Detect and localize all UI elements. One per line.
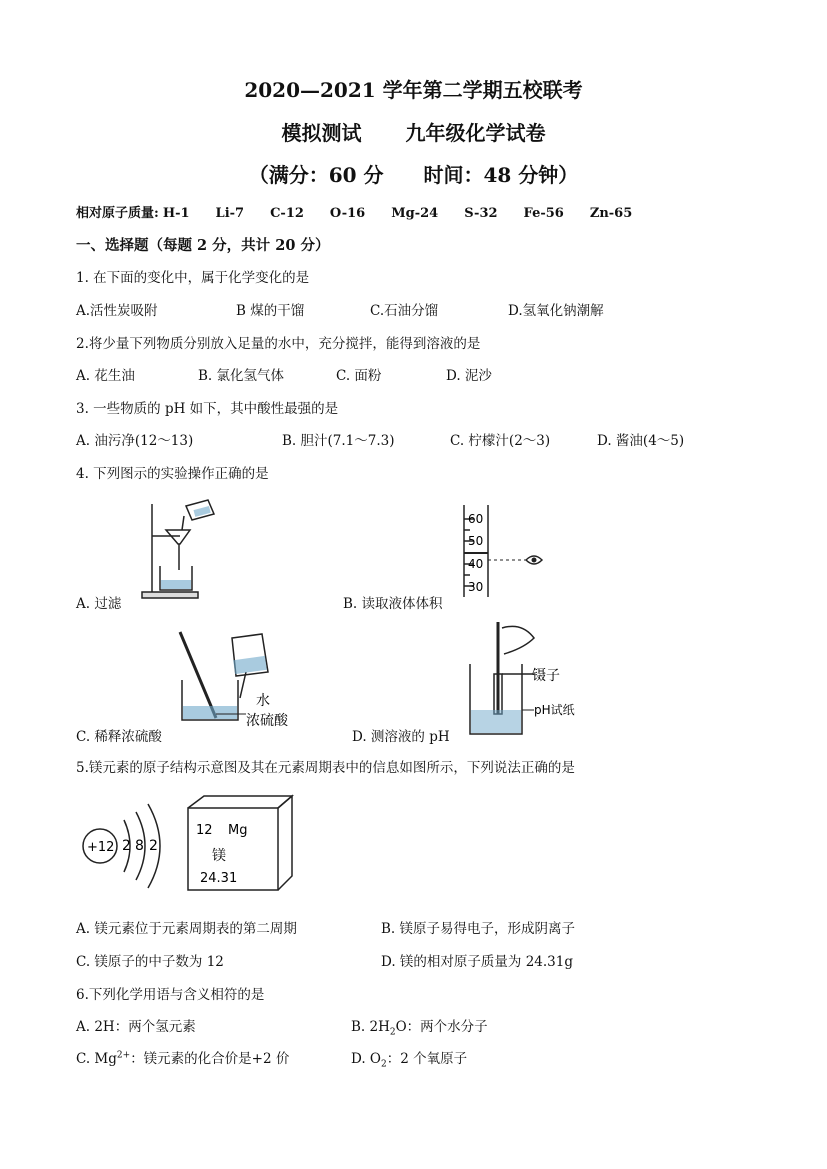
mass-item: C-12 [270,206,304,221]
q6-c-part: ：镁元素的化合价是+2 价 [130,1051,290,1067]
tweezers-label: 镊子 [532,668,560,684]
q2-option-b: B. 氯化氢气体 [198,368,285,384]
section-heading: 一、选择题（每题 2 分，共计 20 分） [76,237,330,254]
q1-option-a: A.活性炭吸附 [76,303,158,319]
magnesium-figure [78,792,358,902]
q3-option-d: D. 酱油(4～5) [597,433,685,449]
ph-test-figure [464,618,584,742]
tick-50: 50 [468,534,484,548]
q5-option-a: A. 镁元素位于元素周期表的第二周期 [76,921,297,937]
q6-option-c [76,1047,289,1067]
q4-option-b: B. 读取液体体积 [343,596,443,612]
q6-stem: 6.下列化学用语与含义相符的是 [76,987,265,1003]
q6-b-part: B. 2H [351,1019,390,1035]
exam-title: 2020—2021 学年第二学期五校联考 [244,78,583,102]
q3-stem: 3. 一些物质的 pH 如下，其中酸性最强的是 [76,401,339,417]
q6-b-part: O：两个水分子 [395,1019,488,1035]
mass-item: Li-7 [215,206,245,221]
shell-2: 8 [135,838,144,854]
mass-item: Zn-65 [589,206,633,221]
element-symbol: Mg [228,823,248,838]
exam-subtitle [0,117,827,146]
q3-option-c: C. 柠檬汁(2～3) [450,433,551,449]
q2-option-d: D. 泥沙 [446,368,492,384]
shell-1: 2 [122,838,131,854]
element-mass: 24.31 [200,871,238,886]
atomic-masses-label: 相对原子质量: [76,206,159,221]
q5-stem: 5.镁元素的原子结构示意图及其在元素周期表中的信息如图所示，下列说法正确的是 [76,760,575,776]
q6-c-superscript: 2+ [116,1050,131,1061]
element-number: 12 [196,823,213,838]
tick-40: 40 [468,557,484,571]
tick-60: 60 [468,512,484,526]
q6-d-part: ：2 个氧原子 [386,1051,468,1067]
q6-c-part: C. Mg [76,1051,117,1067]
q2-option-c: C. 面粉 [336,368,382,384]
q4-option-a: A. 过滤 [76,596,122,612]
q2-option-a: A. 花生油 [76,368,135,384]
exam-info: （满分：60 分 时间：48 分钟） [248,163,579,187]
q6-d-part: D. O [351,1051,381,1067]
q1-stem: 1. 在下面的变化中，属于化学变化的是 [76,270,310,286]
mass-item: H-1 [162,206,190,221]
q5-option-c: C. 镁原子的中子数为 12 [76,954,224,970]
shell-3: 2 [149,838,158,854]
q3-option-a: A. 油污净(12～13) [76,433,194,449]
acid-label: 浓硫酸 [246,713,288,728]
ph-paper-label: pH试纸 [534,703,575,717]
cylinder-figure [456,503,552,599]
q6-option-b [351,1015,488,1038]
q5-option-b: B. 镁原子易得电子，形成阴离子 [381,921,576,937]
subtitle-part2: 九年级化学试卷 [405,121,546,145]
water-label: 水 [256,693,270,709]
q6-option-d [351,1047,467,1070]
nucleus-charge: +12 [87,840,115,855]
q6-d-subscript: 2 [381,1059,387,1070]
filtration-figure [130,496,230,602]
q6-b-subscript: 2 [389,1027,396,1038]
mass-item: S-32 [464,206,498,221]
q1-option-c: C.石油分馏 [370,303,439,319]
q1-option-b: B 煤的干馏 [236,303,305,319]
q4-option-d: D. 测溶液的 pH [352,729,450,745]
mass-item: Fe-56 [523,206,564,221]
q1-option-d: D.氢氧化钠潮解 [508,303,604,319]
element-name: 镁 [212,848,226,864]
mass-item: Mg-24 [391,206,439,221]
q4-stem: 4. 下列图示的实验操作正确的是 [76,466,269,482]
q5-option-d: D. 镁的相对原子质量为 24.31g [381,954,574,970]
mass-item: O-16 [329,206,366,221]
dilution-figure [170,628,300,728]
subtitle-part1: 模拟测试 [281,121,362,145]
q3-option-b: B. 胆汁(7.1～7.3) [282,433,395,449]
tick-30: 30 [468,580,484,594]
q2-stem: 2.将少量下列物质分别放入足量的水中，充分搅拌，能得到溶液的是 [76,336,481,352]
q4-option-c: C. 稀释浓硫酸 [76,729,162,745]
atomic-masses [76,202,658,221]
q6-option-a: A. 2H：两个氢元素 [76,1019,196,1035]
